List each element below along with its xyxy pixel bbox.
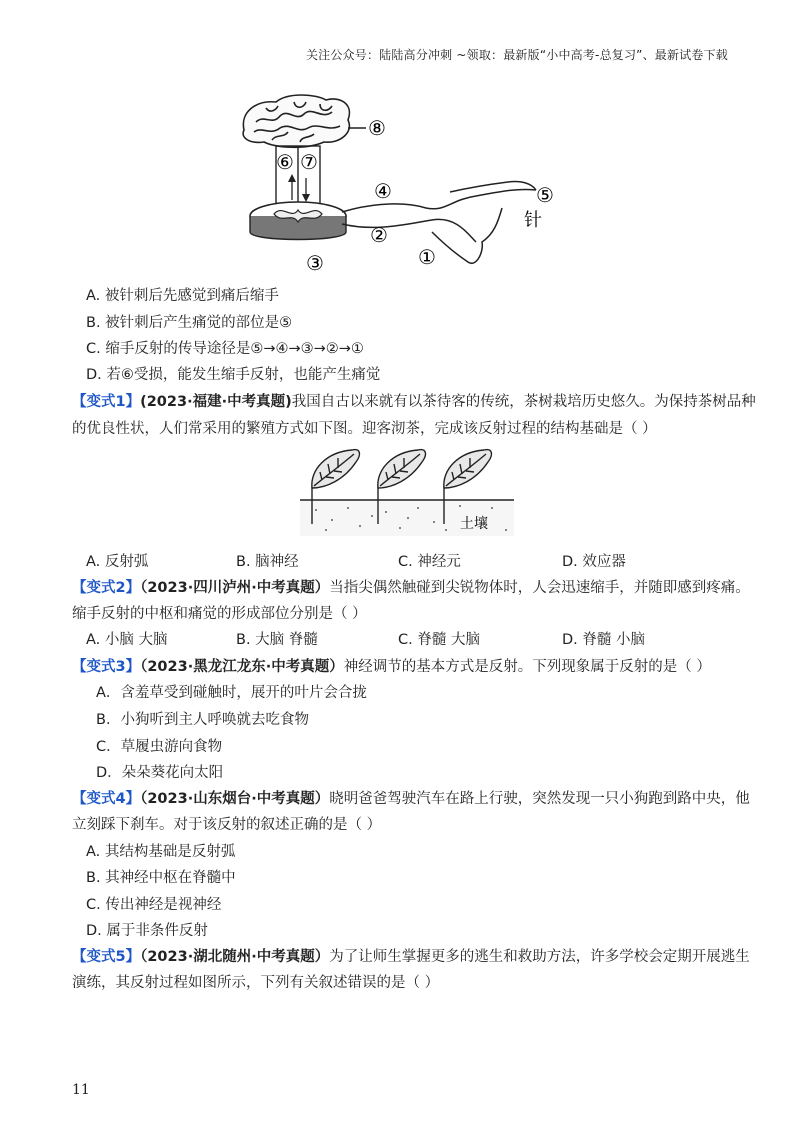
q0-option-b: B. 被针刺后产生痛觉的部位是⑤ [86, 315, 293, 331]
q2-stem-line1 [72, 577, 750, 599]
soil-label: 土壤 [460, 516, 488, 532]
q2-option-c: C. 脊髓 大脑 [398, 632, 480, 648]
brain-drawing [243, 95, 349, 147]
q1-text: 我国自古以来就有以茶待客的传统，茶树栽培历史悠久。为保持茶树品种 [291, 394, 756, 410]
q3-option-a: A．含羞草受到碰触时，展开的叶片会合拢 [96, 685, 367, 701]
q1-tag: 【变式1】 [72, 394, 141, 410]
page-header: 关注公众号：陆陆高分冲刺 ~领取：最新版“小中高考-总复习”、最新试卷下载 [305, 48, 728, 62]
spinal-cord-drawing [250, 202, 346, 240]
label-4: ④ [374, 179, 392, 203]
q1-stem-line1 [72, 391, 756, 413]
q3-option-b: B．小狗听到主人呼唤就去吃食物 [96, 712, 309, 728]
q2-option-b: B. 大脑 脊髓 [236, 632, 318, 648]
label-8: ⑧ [368, 116, 386, 140]
q2-tag: 【变式2】 [72, 580, 141, 596]
page-number: 11 [72, 1082, 90, 1098]
q4-option-c: C. 传出神经是视神经 [86, 897, 222, 913]
q2-source: （2023·四川泸州·中考真题） [140, 580, 330, 596]
label-3: ③ [306, 251, 324, 275]
q4-tag: 【变式4】 [72, 791, 141, 807]
q2-option-d: D. 脊髓 小脑 [562, 632, 645, 648]
label-5: ⑤ [536, 183, 554, 207]
q3-stem-line1 [72, 656, 732, 678]
label-6: ⑥ [276, 150, 294, 174]
q5-stem-line1 [72, 946, 750, 968]
q3-option-d: D．朵朵葵花向太阳 [96, 765, 224, 781]
q2-stem-line2: 缩手反射的中枢和痛觉的形成部位分别是（ ） [72, 606, 367, 622]
q4-option-b: B. 其神经中枢在脊髓中 [86, 870, 236, 886]
q1-option-d: D. 效应器 [562, 554, 626, 570]
q3-option-c: C．草履虫游向食物 [96, 739, 223, 755]
q4-source: （2023·山东烟台·中考真题） [140, 791, 330, 807]
label-7: ⑦ [300, 150, 318, 174]
q0-option-a: A. 被针刺后先感觉到痛后缩手 [86, 288, 279, 304]
q3-source: （2023·黑龙江龙东·中考真题） [140, 659, 344, 675]
q4-stem-line2: 立刻踩下刹车。对于该反射的叙述正确的是（ ） [72, 817, 382, 833]
label-1: ① [418, 245, 436, 269]
q5-tag: 【变式5】 [72, 949, 141, 965]
q1-option-b: B. 脑神经 [236, 554, 299, 570]
reflex-arc-figure [236, 92, 566, 278]
q2-text: 当指尖偶然触碰到尖锐物体时，人会迅速缩手，并随即感到疼痛。 [329, 580, 750, 596]
q4-stem-line1 [72, 788, 750, 810]
q5-text: 为了让师生掌握更多的逃生和救助方法，许多学校会定期开展逃生 [329, 949, 750, 965]
q5-source: （2023·湖北随州·中考真题） [140, 949, 330, 965]
q4-text: 晓明爸爸驾驶汽车在路上行驶，突然发现一只小狗跑到路中央，他 [329, 791, 750, 807]
q3-tag: 【变式3】 [72, 659, 141, 675]
needle-label: 针 [524, 210, 542, 231]
q5-stem-line2: 演练，其反射过程如图所示，下列有关叙述错误的是（ ） [72, 975, 440, 991]
q4-option-a: A. 其结构基础是反射弧 [86, 844, 236, 860]
q3-text: 神经调节的基本方式是反射。下列现象属于反射的是（ ） [343, 659, 711, 675]
q0-option-d: D. 若⑥受损，能发生缩手反射，也能产生痛觉 [86, 367, 381, 383]
q4-option-d: D. 属于非条件反射 [86, 923, 208, 939]
q0-option-c: C. 缩手反射的传导途径是⑤→④→③→②→① [86, 341, 364, 357]
q1-stem-line2: 的优良性状，人们常采用的繁殖方式如下图。迎客沏茶，完成该反射过程的结构基础是（ ） [72, 421, 657, 437]
q1-source: (2023·福建·中考真题) [140, 394, 292, 410]
q2-option-a: A. 小脑 大脑 [86, 632, 168, 648]
q1-option-a: A. 反射弧 [86, 554, 149, 570]
tea-cutting-figure [296, 446, 518, 538]
q1-option-c: C. 神经元 [398, 554, 461, 570]
label-2: ② [370, 223, 388, 247]
